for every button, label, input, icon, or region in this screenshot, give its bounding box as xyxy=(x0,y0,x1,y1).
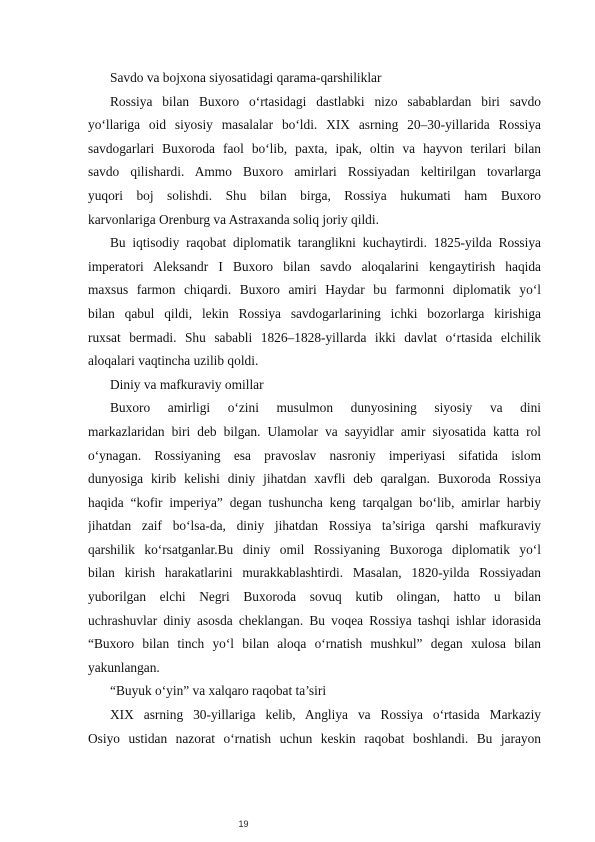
paragraph xyxy=(88,703,541,750)
text-line: qarshilik ko‘rsatganlar.Bu diniy omil Rossiyaning Buxoroga diplomatik yo‘l xyxy=(88,541,541,557)
text-line: karvonlariga Orenburg va Astraxanda soliq joriy qildi. xyxy=(88,211,379,227)
paragraph xyxy=(88,231,541,373)
heading-text: “Buyuk o‘yin” va xalqaro raqobat ta’siri xyxy=(110,683,327,699)
text-line: Buxoro amirligi o‘zini musulmon dunyosining siyosiy va dini xyxy=(110,400,541,416)
section-heading xyxy=(88,66,541,90)
text-line: savdogarlari Buxoroda faol bo‘lib, paxta, ipak, oltin va hayvon terilari bilan xyxy=(88,140,541,156)
text-line: jihatdan zaif bo‘lsa-da, diniy jihatdan Rossiya ta’siriga qarshi mafkuraviy xyxy=(88,518,541,534)
text-line: bilan kirish harakatlarini murakkablashtirdi. Masalan, 1820-yilda Rossiyadan xyxy=(88,565,541,581)
heading-text: Diniy va mafkuraviy omillar xyxy=(110,376,264,392)
page-number: 19 xyxy=(238,819,249,829)
text-line: yakunlangan. xyxy=(88,659,160,675)
text-line: yo‘llariga oid siyosiy masalalar bo‘ldi. XIX asrning 20–30-yillarida Rossiya xyxy=(88,117,541,133)
text-line: markazlaridan biri deb bilgan. Ulamolar va sayyidlar amir siyosatida katta rol xyxy=(88,423,541,439)
paragraph xyxy=(88,90,541,232)
text-line: imperatori Aleksandr I Buxoro bilan savdo aloqalarini kengaytirish haqida xyxy=(88,258,541,274)
text-line: dunyosiga kirib kelishi diniy jihatdan xavfli deb qaralgan. Buxoroda Rossiya xyxy=(88,471,541,487)
text-line: XIX asrning 30-yillariga kelib, Angliya va Rossiya o‘rtasida Markaziy xyxy=(110,707,541,723)
text-line: aloqalari vaqtincha uzilib qoldi. xyxy=(88,353,259,369)
text-line: maxsus farmon chiqardi. Buxoro amiri Haydar bu farmonni diplomatik yo‘l xyxy=(88,282,541,298)
text-line: Osiyo ustidan nazorat o‘rnatish uchun keskin raqobat boshlandi. Bu jarayon xyxy=(88,730,541,746)
text-line: “Buxoro bilan tinch yo‘l bilan aloqa o‘rnatish mushkul” degan xulosa bilan xyxy=(88,636,541,652)
text-line: savdo qilishardi. Ammo Buxoro amirlari Rossiyadan keltirilgan tovarlarga xyxy=(88,164,541,180)
text-line: Bu iqtisodiy raqobat diplomatik taranglikni kuchaytirdi. 1825-yilda Rossiya xyxy=(110,235,541,251)
section-heading xyxy=(88,373,541,397)
text-line: Rossiya bilan Buxoro o‘rtasidagi dastlabki nizo sabablardan biri savdo xyxy=(110,93,541,109)
text-line: yuborilgan elchi Negri Buxoroda sovuq kutib olingan, hatto u bilan xyxy=(88,589,541,605)
text-line: bilan qabul qildi, lekin Rossiya savdogarlarining ichki bozorlarga kirishiga xyxy=(88,305,541,321)
text-line: o‘ynagan. Rossiyaning esa pravoslav nasroniy imperiyasi sifatida islom xyxy=(88,447,541,463)
paragraph xyxy=(88,396,541,679)
text-line: yuqori boj solishdi. Shu bilan birga, Rossiya hukumati ham Buxoro xyxy=(88,187,541,203)
text-line: uchrashuvlar diniy asosda cheklangan. Bu voqea Rossiya tashqi ishlar idorasida xyxy=(88,612,541,628)
text-line: haqida “kofir imperiya” degan tushuncha keng tarqalgan bo‘lib, amirlar harbiy xyxy=(88,494,541,510)
document-page xyxy=(88,66,541,750)
heading-text: Savdo va bojxona siyosatidagi qarama-qarshiliklar xyxy=(110,70,382,85)
section-heading xyxy=(88,679,541,703)
text-line: ruxsat bermadi. Shu sababli 1826–1828-yillarda ikki davlat o‘rtasida elchilik xyxy=(88,329,541,345)
